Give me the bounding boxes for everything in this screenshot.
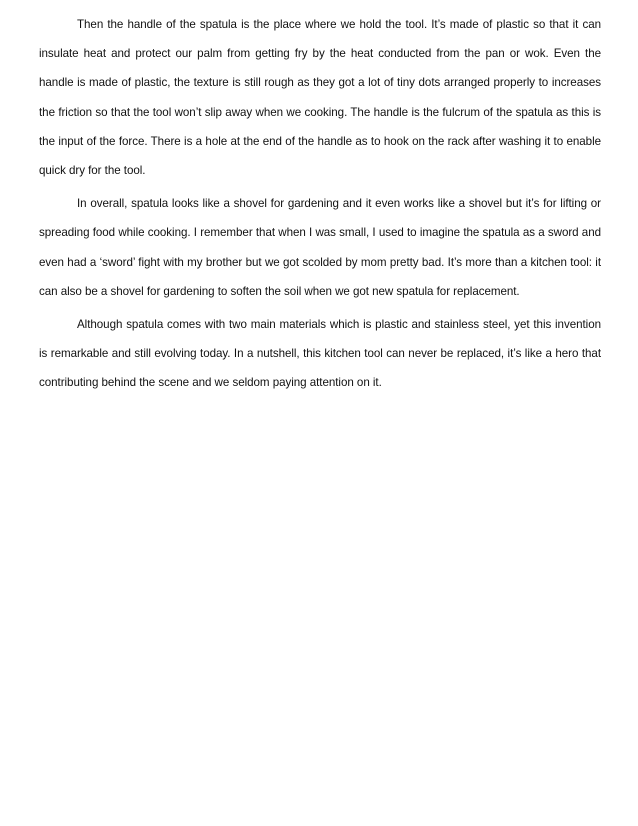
paragraph-handle: Then the handle of the spatula is the place where we hold the tool. It’s made of plastic so that it can insulate heat and protect our palm from getting fry by the heat conducted from the pan or wok. Even the handle is made of plastic, the texture is still rough as they got a lot of tiny dots arranged properly to increases the friction so that the tool won’t slip away when we cooking. The handle is the fulcrum of the spatula as this is the input of the force. There is a hole at the end of the handle as to hook on the rack after washing it to enable quick dry for the tool. [39,18,601,178]
paragraph-conclusion: Although spatula comes with two main materials which is plastic and stainless steel, yet this invention is remarkable and still evolving today. In a nutshell, this kitchen tool can never be replaced, it’s like a hero that contributing behind the scene and we seldom paying attention on it. [39,318,601,390]
document-body [39,10,601,398]
paragraph-overall: In overall, spatula looks like a shovel for gardening and it even works like a shovel but it’s for lifting or spreading food while cooking. I remember that when I was small, I used to imagine the spatula as a sword and even had a ‘sword’ fight with my brother but we got scolded by mom pretty bad. It’s more than a kitchen tool: it can also be a shovel for gardening to soften the soil when we got new spatula for replacement. [39,197,601,298]
